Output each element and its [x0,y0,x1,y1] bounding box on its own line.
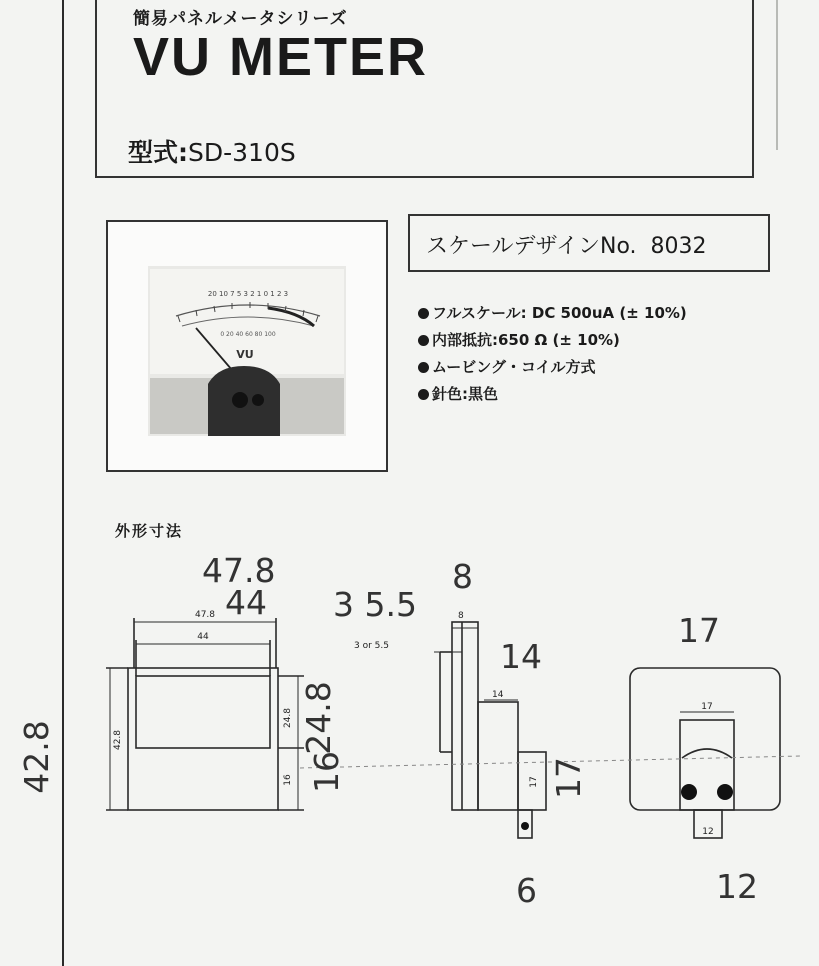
scale-design-number: 8032 [650,234,707,259]
spec-item: 内部抵抗:650 Ω (± 10%) [418,327,687,354]
dim-lower-printed: 16 [283,774,293,786]
scale-design-label: スケールデザインNo. [426,234,637,259]
meter-scale-numbers: 20 10 7 5 3 2 1 0 1 2 3 [207,290,289,298]
hand-depth: 14 [500,637,542,676]
terminal-screw-icon [681,784,697,800]
side-view-body [478,702,518,810]
hand-upper: 24.8 [299,681,338,755]
spec-item: フルスケール: DC 500uA (± 10%) [418,300,687,327]
hand-screw: 3 5.5 [333,585,417,624]
scale-design-box [408,214,770,272]
dimension-drawing [0,540,819,966]
spec-list [418,300,687,408]
product-title: VU METER [133,27,429,87]
meter-photo [148,266,346,436]
dim-body-printed: 17 [529,776,539,788]
hand-lower: 16 [307,751,346,793]
dim-upper-printed: 24.8 [283,707,293,729]
series-title: 簡易パネルメータシリーズ [133,9,348,29]
hand-side-bottom: 12 [716,867,758,906]
dim-depth-printed: 14 [492,690,504,700]
hand-thickness: 8 [452,557,473,596]
page-right-edge [776,0,778,150]
side-view-panel [452,622,478,810]
hand-outer-width: 47.8 [202,551,276,590]
front-view-outline [128,668,278,810]
hand-height: 42.8 [17,720,56,794]
meter-face-label: VU [236,348,254,361]
pin-screw-icon [521,822,529,830]
meter-scale-percent: 0 20 40 60 80 100 [220,331,276,338]
spec-item: ムービング・コイル方式 [418,354,687,381]
model-line [128,133,296,169]
scale-design-text [426,229,707,260]
bullet-icon [418,335,429,346]
dim-window-width-printed: 44 [197,632,209,642]
dim-thickness-printed: 8 [458,611,464,621]
model-value: SD-310S [188,138,296,167]
dim-screw-printed: 3 or 5.5 [354,641,389,651]
hand-body: 17 [549,757,588,799]
front-view-window [136,676,270,748]
model-label: 型式: [128,138,188,167]
hand-side-width: 17 [678,611,720,650]
dim-outer-width-printed: 47.8 [194,610,216,620]
hand-pin: 6 [516,871,537,910]
meter-photo-frame [106,220,388,472]
dim-terminal-height-printed: 12 [702,827,714,837]
dimensions-title: 外形寸法 [115,522,184,540]
terminal-screw-icon [717,784,733,800]
rear-view-outline [630,668,780,810]
bullet-icon [418,362,429,373]
spec-item: 針色:黒色 [418,381,687,408]
bullet-icon [418,308,429,319]
dim-height-printed: 42.8 [113,729,123,751]
hand-window-width: 44 [225,583,267,622]
dim-terminal-width-printed: 17 [701,702,713,712]
bullet-icon [418,389,429,400]
